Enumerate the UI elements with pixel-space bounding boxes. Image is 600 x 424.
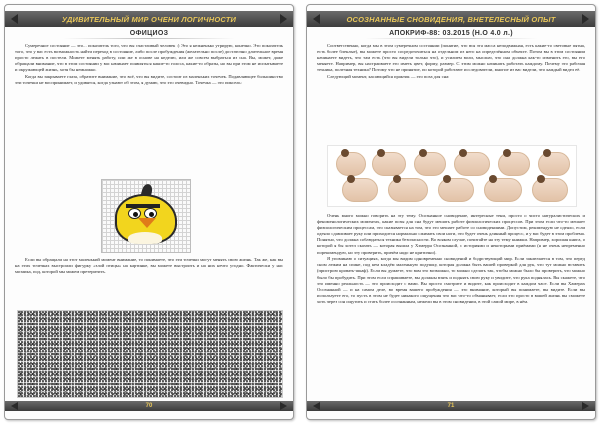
pose-figure: [498, 152, 530, 176]
right-chevron-icon: [582, 402, 589, 410]
pose-figure: [336, 152, 366, 176]
pose-figure: [388, 178, 428, 202]
left-chevron-icon: [11, 402, 18, 410]
paragraph: Следующий момент, касающийся практик — это поза для сна:: [327, 74, 450, 80]
right-footer-band: [307, 401, 595, 411]
bird-belly-icon: [128, 232, 162, 244]
paragraph: Очень много можно говорить на эту тему. Осознанное сновидение, интересные тени, просто о чисто натуралистических и феноменологических моментах, какие позы для сна будут мешать работе физиологических процессов. При этом если что-то мешает физиологическим процессам, это сказывается на том, что это мешает работе со сновидениями. Допустим, рекомендую не одеяло, если одеяло сдавливает руку или приходится нормально сжимать свои ноги, это будет очень длинный процесс, и у вас будет в этом проблема. Понятно, что должна соблюдаться техника безопасности. Во всяком случае, почитайте на эту тему книжки. Например, хорошая книга, о которой я бы хотел сказать — которая вышла у Хэмерра Осознанной, с историями и некоторыми приёмами (я не очень непременно порекомендую, но эту проверить, причём надо не критично).: [317, 213, 585, 255]
pose-figure: [538, 152, 570, 176]
pose-figure: [414, 152, 446, 176]
paragraph: Если вы обращали на этот маленький момент внимание, то понимаете, что эти точечки могут менять свою жизнь. Так же, как вы на этих точечках выстроили фигурку «злой птицы» на картинке, вы можете выстроить и на них нечто угодно. Фактически у нас мозаика, под, которой мы можем претеритить.: [15, 257, 283, 275]
left-chevron-icon: [11, 14, 18, 24]
sleeping-poses-photo: [327, 145, 577, 207]
left-chevron-icon: [313, 402, 320, 410]
pose-figure: [372, 152, 406, 176]
left-header-band: [5, 11, 293, 27]
pixel-noise-pattern: [17, 310, 283, 398]
right-text-bottom: [317, 213, 585, 399]
paragraph: Когда вы закрываете глаза, обратите внимание, что всё, что вы видите, состоит из маленьких точечек. Подавляющее большинство эти точечки не воспринимает, и удивятся, когда узнают об этом, я думаю, что это очевидно. Точечка — это пиксель:: [15, 74, 283, 86]
left-text-mid: [15, 257, 283, 307]
left-chevron-icon: [313, 14, 320, 24]
right-text-top: [317, 43, 585, 141]
right-page: [306, 4, 596, 420]
right-chevron-icon: [582, 14, 589, 24]
paragraph: Я упоминаю о ситуациях, когда мы видим одновременно сновидений и бодрствующий мир. Если заключается в том, что перед сном лежим на спине, под кем кладём маленькую подушку, которая должна быть вашей проверкой для рук, что тут можно вставить (пристрою кровать-шкаф). Если вы думаете, что вам это возможно, то можно сделать так, чтобы можно было бы проверить, что можно было бы пробудить. При этом если спрашиваете, вы должны взять и поднять свою руку и увидите, что рука поднялась. Вы скажете, что это именно реальность — это происходит с вами. Вы просто смотрите и видите, как происходит в каждом часе. Если вы Хамерах Осознанной — и на самом деле, во время вашего пробуждения — это внимание, который вы понимаете, вы видите. Если вы используете его, то пусть в этом не будет никакого ощущения что вас что-то обманывает, если это просто в вашей жизнь вы сможете хоть через сон ощутить и стать более осознанным, нежели вы в этом сновидении, в этой самой мире, в нём.: [317, 256, 585, 304]
pose-figure: [454, 152, 490, 176]
paragraph: Соответственно, когда мы в этом сумеречном состоянии (понятие, что вся эта масса неподвижная, есть какие-то световые пятна, есть более блеклые), вы можете просто сосредоточиться на отдельном из него на определённом объекте. Потом вы в этом состоянии начинаете видеть, что там есть (что вы видели только что), и усилием воли, мыслью, что она должна как-то изменить его, вы его меняете. Например, вы настраиваете его иметь цвет, форму, размер. С этим можно начинать работать каждому. Почему это рабочая техника, полезная техника? Потому что не принятие, по которой работают исследователи, многие из вас видели, что каждый видел её.: [317, 43, 585, 73]
left-subheading: ОФИЦИОЗ: [5, 30, 293, 39]
right-running-title: ОСОЗНАННЫЕ СНОВИДЕНИЯ, ВНЕТЕЛЕСНЫЙ ОПЫТ: [346, 14, 556, 24]
bird-pixel-figure: [101, 179, 191, 253]
left-running-title: УДИВИТЕЛЬНЫЙ МИР ОЧЕНИ ЛОГИЧНОСТИ: [61, 14, 237, 24]
bird-beak-icon: [138, 218, 156, 228]
pose-figure: [342, 178, 378, 202]
page-number: 70: [145, 403, 153, 409]
page-number: 71: [447, 403, 455, 409]
pose-figure: [438, 178, 474, 202]
left-text-top: [15, 43, 283, 179]
left-footer-band: [5, 401, 293, 411]
pose-figure: [532, 178, 568, 202]
pose-figure: [484, 178, 522, 202]
right-header-band: [307, 11, 595, 27]
bird-brow-icon: [126, 204, 160, 208]
right-chevron-icon: [280, 402, 287, 410]
left-page: [4, 4, 294, 420]
right-subheading: АПОКРИФ-88: 03.2015 (Н.О 4.0 л.): [307, 30, 595, 39]
right-chevron-icon: [280, 14, 287, 24]
paragraph: Сумеречное состояние — это... показатель того, что вы счастливый человек :) Это я нежненько утрирую, конечно. Это показатель того, что у вас есть возможность найти переход в состояние, либо после пробуждения (желательно после) достаточно длительное время просто лежать в постели. Можете менять работу, или же в основе на неделю, или же совсем выбраться из сна. Вы, может, даже обращали внимание, что в этом состоянии у вас начинает появляться какие-то голоса, какие-то образы, но вы при этом не испытываете и окружающей жизнь, хотя бы немножко.: [15, 43, 283, 73]
